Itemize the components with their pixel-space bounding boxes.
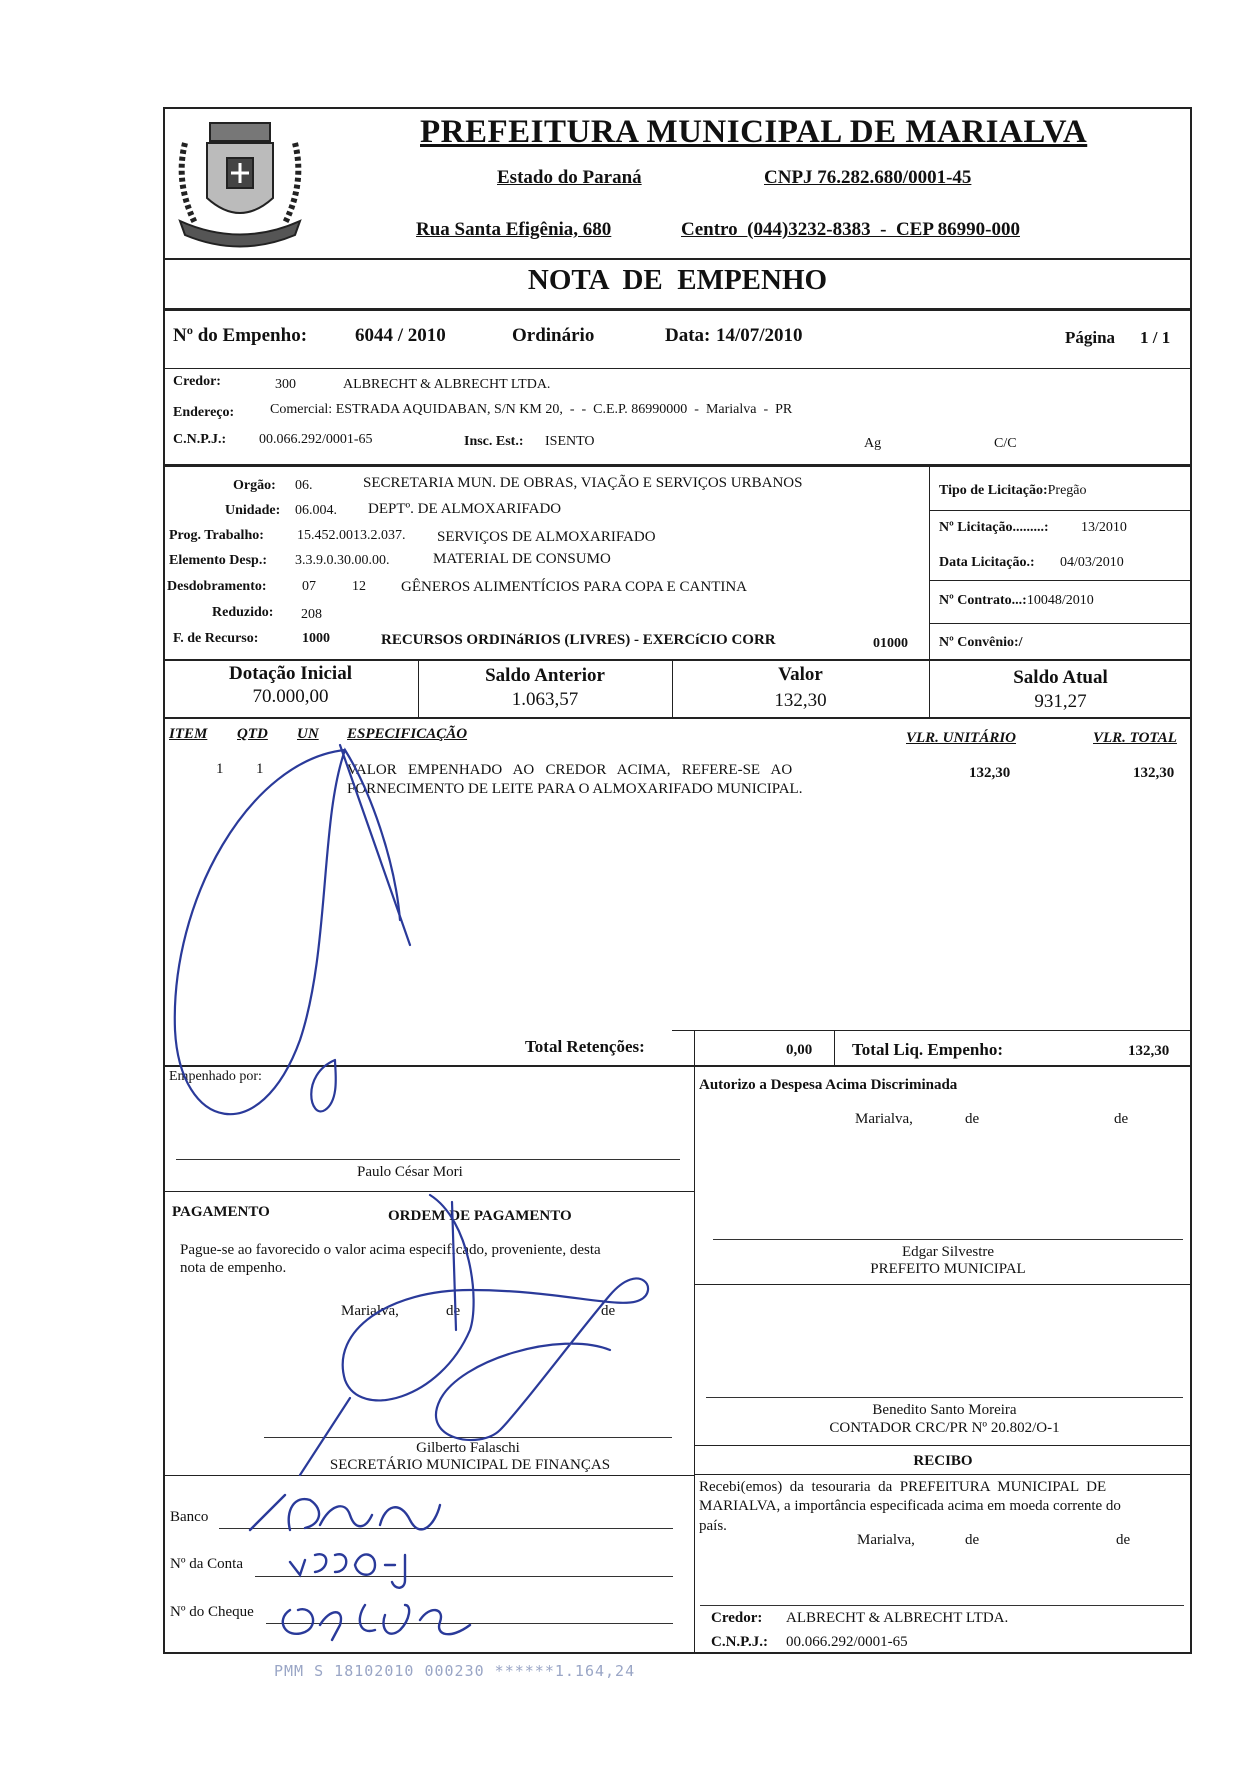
- col-total-value: VLR. TOTAL: [1093, 730, 1177, 746]
- ag-label: Ag: [864, 436, 882, 451]
- licitacao-type-label-text: Tipo de Licitação:: [939, 483, 1048, 498]
- saldo-atual-label: Saldo Atual: [1013, 667, 1108, 688]
- signature-small-loop: [311, 1060, 336, 1111]
- insc-value: ISENTO: [545, 434, 595, 449]
- header-state: Estado do Paraná: [497, 167, 642, 188]
- autorizo-de2: de: [1114, 1111, 1129, 1127]
- pagamento-de1: de: [446, 1303, 461, 1319]
- secretario-role: SECRETÁRIO MUNICIPAL DE FINANÇAS: [329, 1457, 611, 1473]
- elemento-name: MATERIAL DE CONSUMO: [433, 551, 611, 567]
- desdobramento-code1: 07: [302, 579, 316, 594]
- desdobramento-label: Desdobramento:: [167, 579, 267, 594]
- col-un: UN: [297, 726, 319, 742]
- liq-empenho-value: 132,30: [1128, 1043, 1170, 1059]
- recibo-text-line3: país.: [699, 1518, 727, 1534]
- cnpj-label: C.N.P.J.:: [173, 432, 227, 447]
- unidade-label: Unidade:: [225, 503, 281, 518]
- signature-stroke-diag: [340, 745, 410, 945]
- document-title: NOTA DE EMPENHO: [527, 264, 828, 296]
- recibo-place: Marialva,: [857, 1532, 915, 1548]
- contador-name: Benedito Santo Moreira: [872, 1402, 1017, 1418]
- contrato-label-text: Nº Contrato...:: [939, 593, 1027, 608]
- prog-label: Prog. Trabalho:: [169, 528, 264, 543]
- prog-name: SERVIÇOS DE ALMOXARIFADO: [437, 529, 656, 545]
- empenhado-name: Paulo César Mori: [357, 1164, 463, 1180]
- contrato-value: 10048/2010: [1026, 593, 1094, 608]
- desdobramento-name: GÊNEROS ALIMENTÍCIOS PARA COPA E CANTINA: [401, 579, 748, 595]
- dotacao-label: Dotação Inicial: [229, 663, 352, 684]
- licitacao-date-value: 04/03/2010: [1060, 555, 1124, 570]
- valor-value: 132,30: [774, 690, 827, 711]
- dotacao-value: 70.000,00: [252, 686, 329, 707]
- recibo-label: RECIBO: [913, 1453, 973, 1469]
- credor-label: Credor:: [173, 374, 221, 389]
- unidade-name: DEPTº. DE ALMOXARIFADO: [368, 501, 562, 517]
- col-item: ITEM: [169, 726, 208, 742]
- elemento-code: 3.3.9.0.30.00.00.: [295, 553, 390, 568]
- item-description-line2: FORNECIMENTO DE LEITE PARA O ALMOXARIFADO MUNICIPAL.: [347, 781, 803, 797]
- banco-label: Banco: [170, 1509, 209, 1525]
- recurso-name: RECURSOS ORDINáRIOS (LIVRES) - EXERCíCIO CORR: [381, 632, 776, 648]
- autorizo-label: Autorizo a Despesa Acima Discriminada: [699, 1077, 958, 1093]
- recurso-code: 1000: [302, 631, 330, 646]
- recibo-credor-label: Credor:: [711, 1610, 763, 1626]
- signature-paga: [343, 1195, 648, 1440]
- saldo-anterior-value: 1.063,57: [511, 689, 579, 710]
- prefeito-name: Edgar Silvestre: [901, 1244, 995, 1260]
- header-address: Rua Santa Efigênia, 680: [416, 219, 612, 240]
- recurso-code2: 01000: [873, 636, 908, 651]
- signature-down-stroke: [300, 1398, 350, 1475]
- date-value: 14/07/2010: [716, 325, 803, 346]
- autorizo-place: Marialva,: [855, 1111, 913, 1127]
- page-label: Página: [1065, 328, 1116, 347]
- orgao-name: SECRETARIA MUN. DE OBRAS, VIAÇÃO E SERVIÇOS URBANOS: [363, 475, 803, 491]
- col-qtd: QTD: [237, 726, 268, 742]
- header-title: PREFEITURA MUNICIPAL DE MARIALVA: [420, 114, 1088, 150]
- retencoes-label: Total Retenções:: [525, 1037, 645, 1056]
- pagamento-text-line1: Pague-se ao favorecido o valor acima especificado, proveniente, desta: [180, 1242, 601, 1258]
- prog-code: 15.452.0013.2.037.: [297, 528, 406, 543]
- cc-label: C/C: [994, 436, 1017, 451]
- elemento-label: Elemento Desp.:: [169, 553, 267, 568]
- licitacao-number-label: Nº Licitação.........:: [939, 520, 1049, 535]
- licitacao-number-value: 13/2010: [1081, 520, 1127, 535]
- item-description-line1: VALOR EMPENHADO AO CREDOR ACIMA, REFERE-SE AO: [347, 762, 793, 778]
- pagamento-text-line2: nota de empenho.: [180, 1260, 287, 1276]
- orgao-label: Orgão:: [233, 478, 276, 493]
- orgao-code: 06.: [295, 478, 313, 493]
- endereco-value: Comercial: ESTRADA AQUIDABAN, S/N KM 20, - - C.E.P. 86990000 - Marialva - PR: [270, 402, 793, 417]
- valor-label: Valor: [778, 664, 823, 685]
- credor-name: ALBRECHT & ALBRECHT LTDA.: [343, 377, 551, 392]
- item-total-value: 132,30: [1133, 765, 1175, 781]
- prefeito-role: PREFEITO MUNICIPAL: [870, 1261, 1026, 1277]
- pagamento-label: PAGAMENTO: [172, 1204, 270, 1220]
- signature-loop-large: [175, 750, 400, 1114]
- pagamento-place: Marialva,: [341, 1303, 399, 1319]
- contador-role: CONTADOR CRC/PR Nº 20.802/O-1: [829, 1420, 1060, 1436]
- recibo-credor-value: ALBRECHT & ALBRECHT LTDA.: [786, 1610, 1009, 1626]
- desdobramento-code2: 12: [352, 579, 366, 594]
- empenho-number: 6044 / 2010: [355, 325, 446, 346]
- col-especificacao: ESPECIFICAÇÃO: [347, 726, 468, 742]
- header-cnpj: CNPJ 76.282.680/0001-45: [764, 167, 972, 188]
- credor-code: 300: [275, 377, 296, 392]
- unidade-code: 06.004.: [295, 503, 337, 518]
- processing-stamp: PMM S 18102010 000230 ******1.164,24: [274, 1662, 636, 1680]
- cnpj-value: 00.066.292/0001-65: [259, 432, 373, 447]
- recurso-label: F. de Recurso:: [173, 631, 259, 646]
- conta-label: Nº da Conta: [170, 1556, 243, 1572]
- handwritten-conta: [290, 1554, 405, 1588]
- handwritten-banco: [250, 1495, 440, 1530]
- handwritten-cheque: [283, 1605, 470, 1640]
- item-qty: 1: [256, 761, 264, 777]
- retencoes-value: 0,00: [786, 1042, 813, 1058]
- empenhado-label: Empenhado por:: [169, 1069, 262, 1084]
- recibo-text-line1: Recebi(emos) da tesouraria da PREFEITURA MUNICIPAL DE: [699, 1479, 1107, 1495]
- col-unit-value: VLR. UNITÁRIO: [906, 730, 1017, 746]
- convenio-label: Nº Convênio:/: [939, 635, 1023, 650]
- date-label: Data:: [665, 325, 711, 346]
- empenho-number-label: Nº do Empenho:: [173, 325, 308, 346]
- item-unit-value: 132,30: [969, 765, 1011, 781]
- item-number: 1: [216, 761, 224, 777]
- autorizo-de1: de: [965, 1111, 980, 1127]
- reduzido-value: 208: [301, 607, 322, 622]
- licitacao-date-label: Data Licitação.:: [939, 555, 1035, 570]
- reduzido-label: Reduzido:: [212, 605, 274, 620]
- pagamento-de2: de: [601, 1303, 616, 1319]
- recibo-de1: de: [965, 1532, 980, 1548]
- liq-empenho-label: Total Liq. Empenho:: [852, 1040, 1003, 1059]
- recibo-de2: de: [1116, 1532, 1131, 1548]
- insc-label: Insc. Est.:: [464, 434, 524, 449]
- page-value: 1 / 1: [1140, 328, 1171, 347]
- saldo-atual-value: 931,27: [1034, 691, 1087, 712]
- recibo-text-line2: MARIALVA, a importância especificada acima em moeda corrente do: [699, 1498, 1121, 1514]
- ordem-pagamento-label: ORDEM DE PAGAMENTO: [388, 1208, 572, 1224]
- endereco-label: Endereço:: [173, 405, 235, 420]
- licitacao-type-value: Pregão: [1047, 483, 1087, 498]
- cheque-label: Nº do Cheque: [170, 1604, 254, 1620]
- recibo-cnpj-label: C.N.P.J.:: [711, 1634, 768, 1650]
- header-contact: Centro (044)3232-8383 - CEP 86990-000: [681, 219, 1020, 240]
- secretario-name: Gilberto Falaschi: [416, 1440, 520, 1456]
- saldo-anterior-label: Saldo Anterior: [485, 665, 605, 686]
- recibo-cnpj-value: 00.066.292/0001-65: [786, 1634, 908, 1650]
- empenho-type: Ordinário: [512, 325, 595, 346]
